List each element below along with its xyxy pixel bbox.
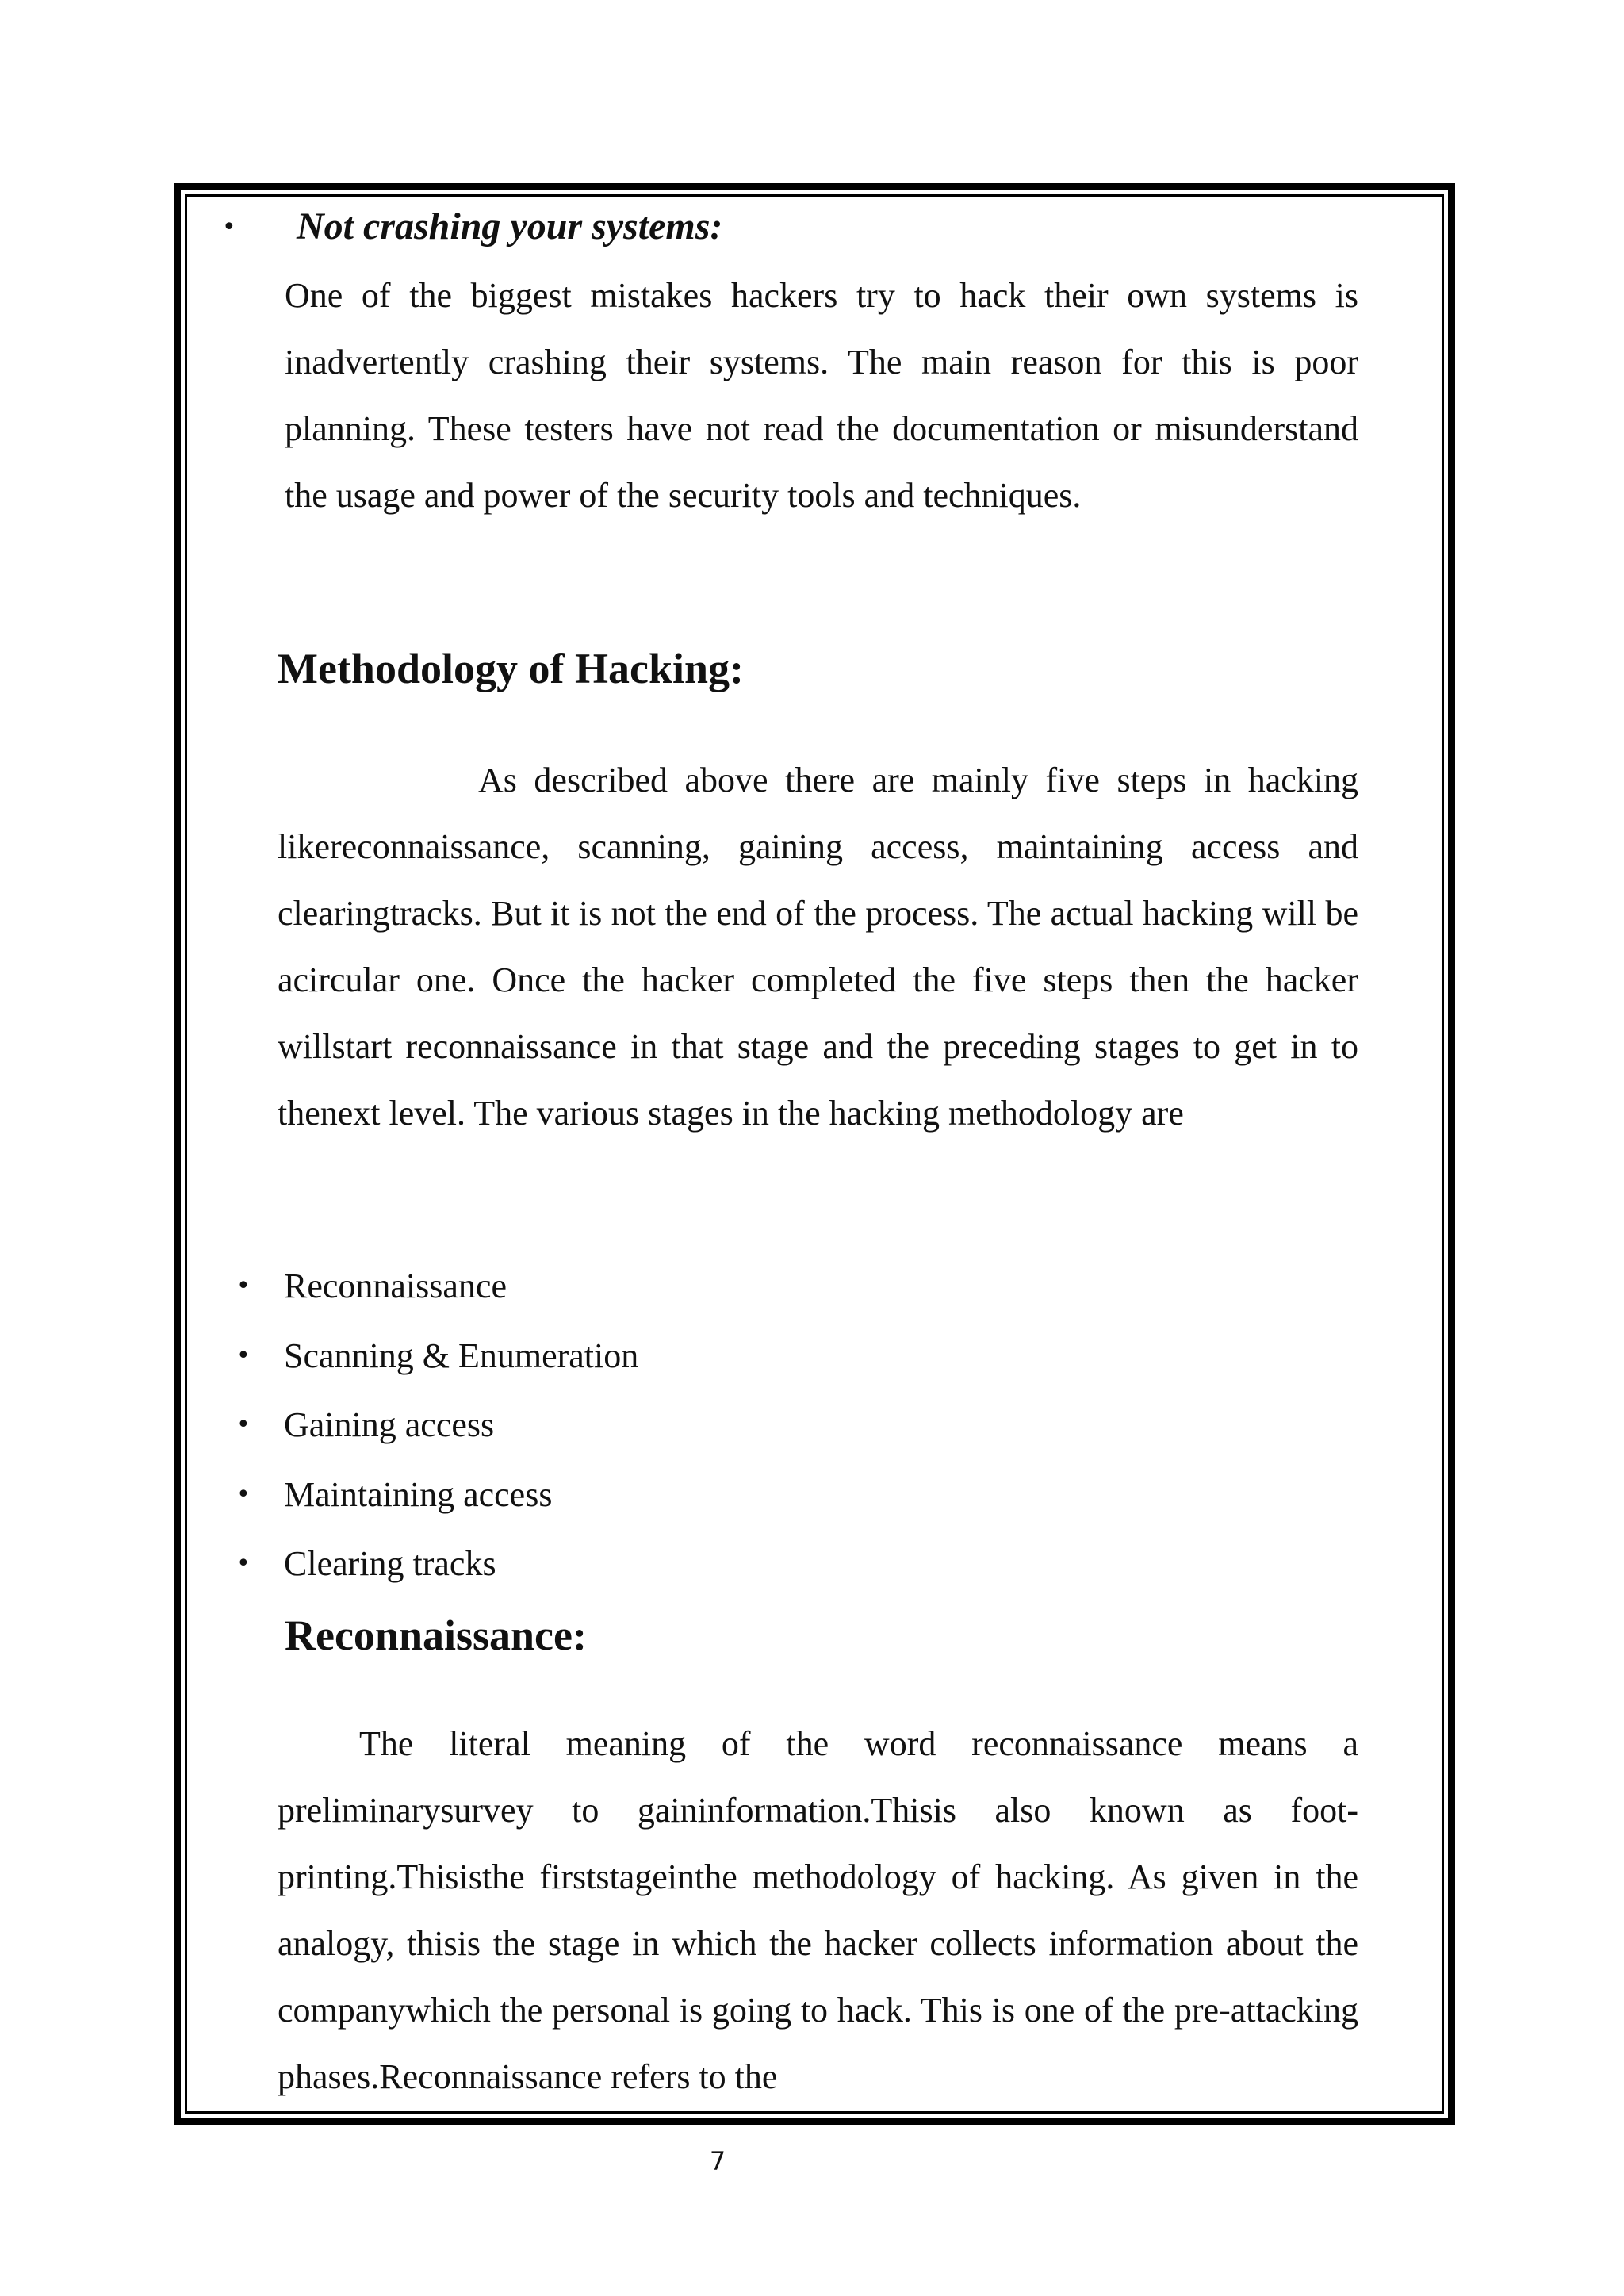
stage-label: Gaining access [284,1405,495,1444]
heading-methodology: Methodology of Hacking: [278,645,744,692]
list-item [230,1390,638,1460]
heading-reconnaissance: Reconnaissance: [285,1612,587,1659]
bullet-icon: • [236,1272,251,1300]
paragraph-methodology: As described above there are mainly five steps in hacking likereconnaissance, scanning, gaining access, maintaining access and clearingtracks. But it is not the end of the process. The actual hacking will be acircular one. Once the hacker completed the five steps then the hacker willstart reconnaissance in that stage and the preceding stages to get in to thenext level. The various stages in the hacking methodology are [278,761,1358,1133]
list-item [230,1251,638,1321]
paragraph-not-crashing: One of the biggest mistakes hackers try to hack their own systems is inadvertently crashing their systems. The main reason for this is poor planning. These testers have not read the documentation or misunderstand the usage and power of the security tools and techniques. [285,276,1358,515]
bullet-icon: • [236,1480,251,1508]
paragraph-reconnaissance: The literal meaning of the word reconnaissance means a preliminarysurvey to gaininformation.Thisis also known as foot-printing.Thisisthe firststageinthe methodology of hacking. As given in the analogy, thisis the stage in which the hacker collects information about the companywhich the personal is going to hack. This is one of the pre-attacking phases.Reconnaissance refers to the [278,1724,1358,2096]
section-title-not-crashing: Not crashing your systems: [297,205,723,247]
stage-label: Scanning & Enumeration [284,1336,639,1375]
stage-label: Clearing tracks [284,1544,496,1583]
stage-label: Reconnaissance [284,1267,507,1305]
bullet-icon: • [236,1341,251,1370]
list-item [230,1321,638,1391]
bullet-icon: • [222,213,236,241]
bullet-icon: • [236,1550,251,1577]
list-item [230,1529,638,1599]
page-number: 7 [709,2146,726,2176]
methodology-stage-list [230,1251,638,1599]
bullet-icon: • [236,1411,251,1439]
stage-label: Maintaining access [284,1474,553,1514]
list-item [230,1460,638,1530]
